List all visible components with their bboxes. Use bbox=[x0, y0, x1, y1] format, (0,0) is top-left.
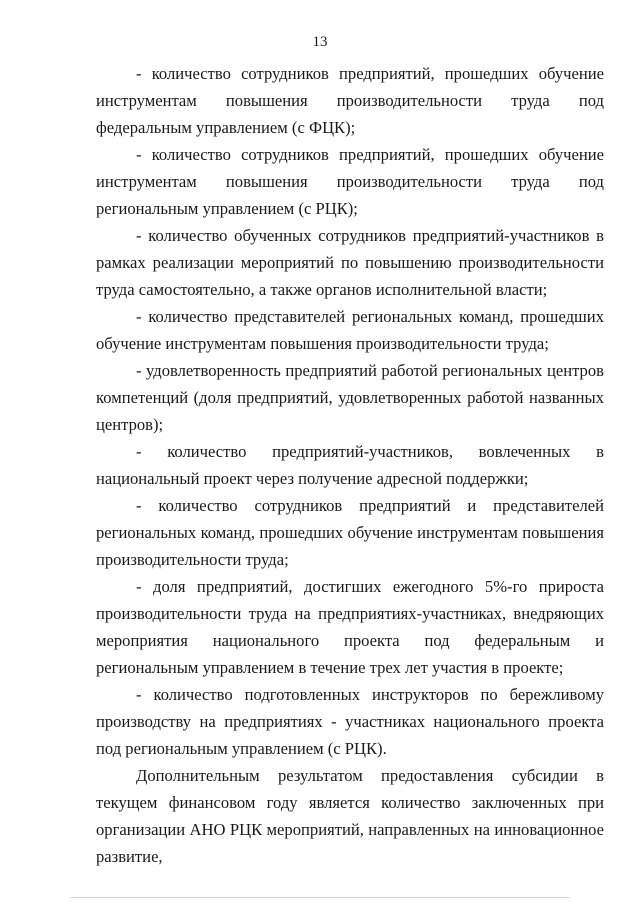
list-item-6: - количество предприятий-участников, вовлеченных в национальный проект через получение адресной поддержки; bbox=[96, 442, 604, 488]
document-body bbox=[96, 60, 604, 870]
list-item-4: - количество представителей региональных команд, прошедших обучение инструментам повышения производительности труда; bbox=[96, 307, 604, 353]
list-item-7: - количество сотрудников предприятий и представителей региональных команд, прошедших обучение инструментам повышения производительности труда; bbox=[96, 496, 604, 569]
list-item-9: - количество подготовленных инструкторов по бережливому производству на предприятиях - участниках национального проекта под региональным управлением (с РЦК). bbox=[96, 685, 604, 758]
list-item-1: - количество сотрудников предприятий, прошедших обучение инструментам повышения производительности труда под федеральным управлением (с ФЦК); bbox=[96, 64, 604, 137]
page-bottom-line bbox=[70, 897, 570, 898]
body-paragraph: Дополнительным результатом предоставления субсидии в текущем финансовом году является количество заключенных при организации АНО РЦК мероприятий, направленных на инновационное развитие, bbox=[96, 766, 604, 866]
list-item-3: - количество обученных сотрудников предприятий-участников в рамках реализации мероприятий по повышению производительности труда самостоятельно, а также органов исполнительной власти; bbox=[96, 226, 604, 299]
list-item-8: - доля предприятий, достигших ежегодного 5%-го прироста производительности труда на предприятиях-участниках, внедряющих мероприятия национального проекта под федеральным и региональным управлением в течение трех лет участия в проекте; bbox=[96, 577, 604, 677]
page-number: 13 bbox=[312, 34, 328, 50]
list-item-2: - количество сотрудников предприятий, прошедших обучение инструментам повышения производительности труда под региональным управлением (с РЦК); bbox=[96, 145, 604, 218]
list-item-5: - удовлетворенность предприятий работой региональных центров компетенций (доля предприятий, удовлетворенных работой названных центров); bbox=[96, 361, 604, 434]
